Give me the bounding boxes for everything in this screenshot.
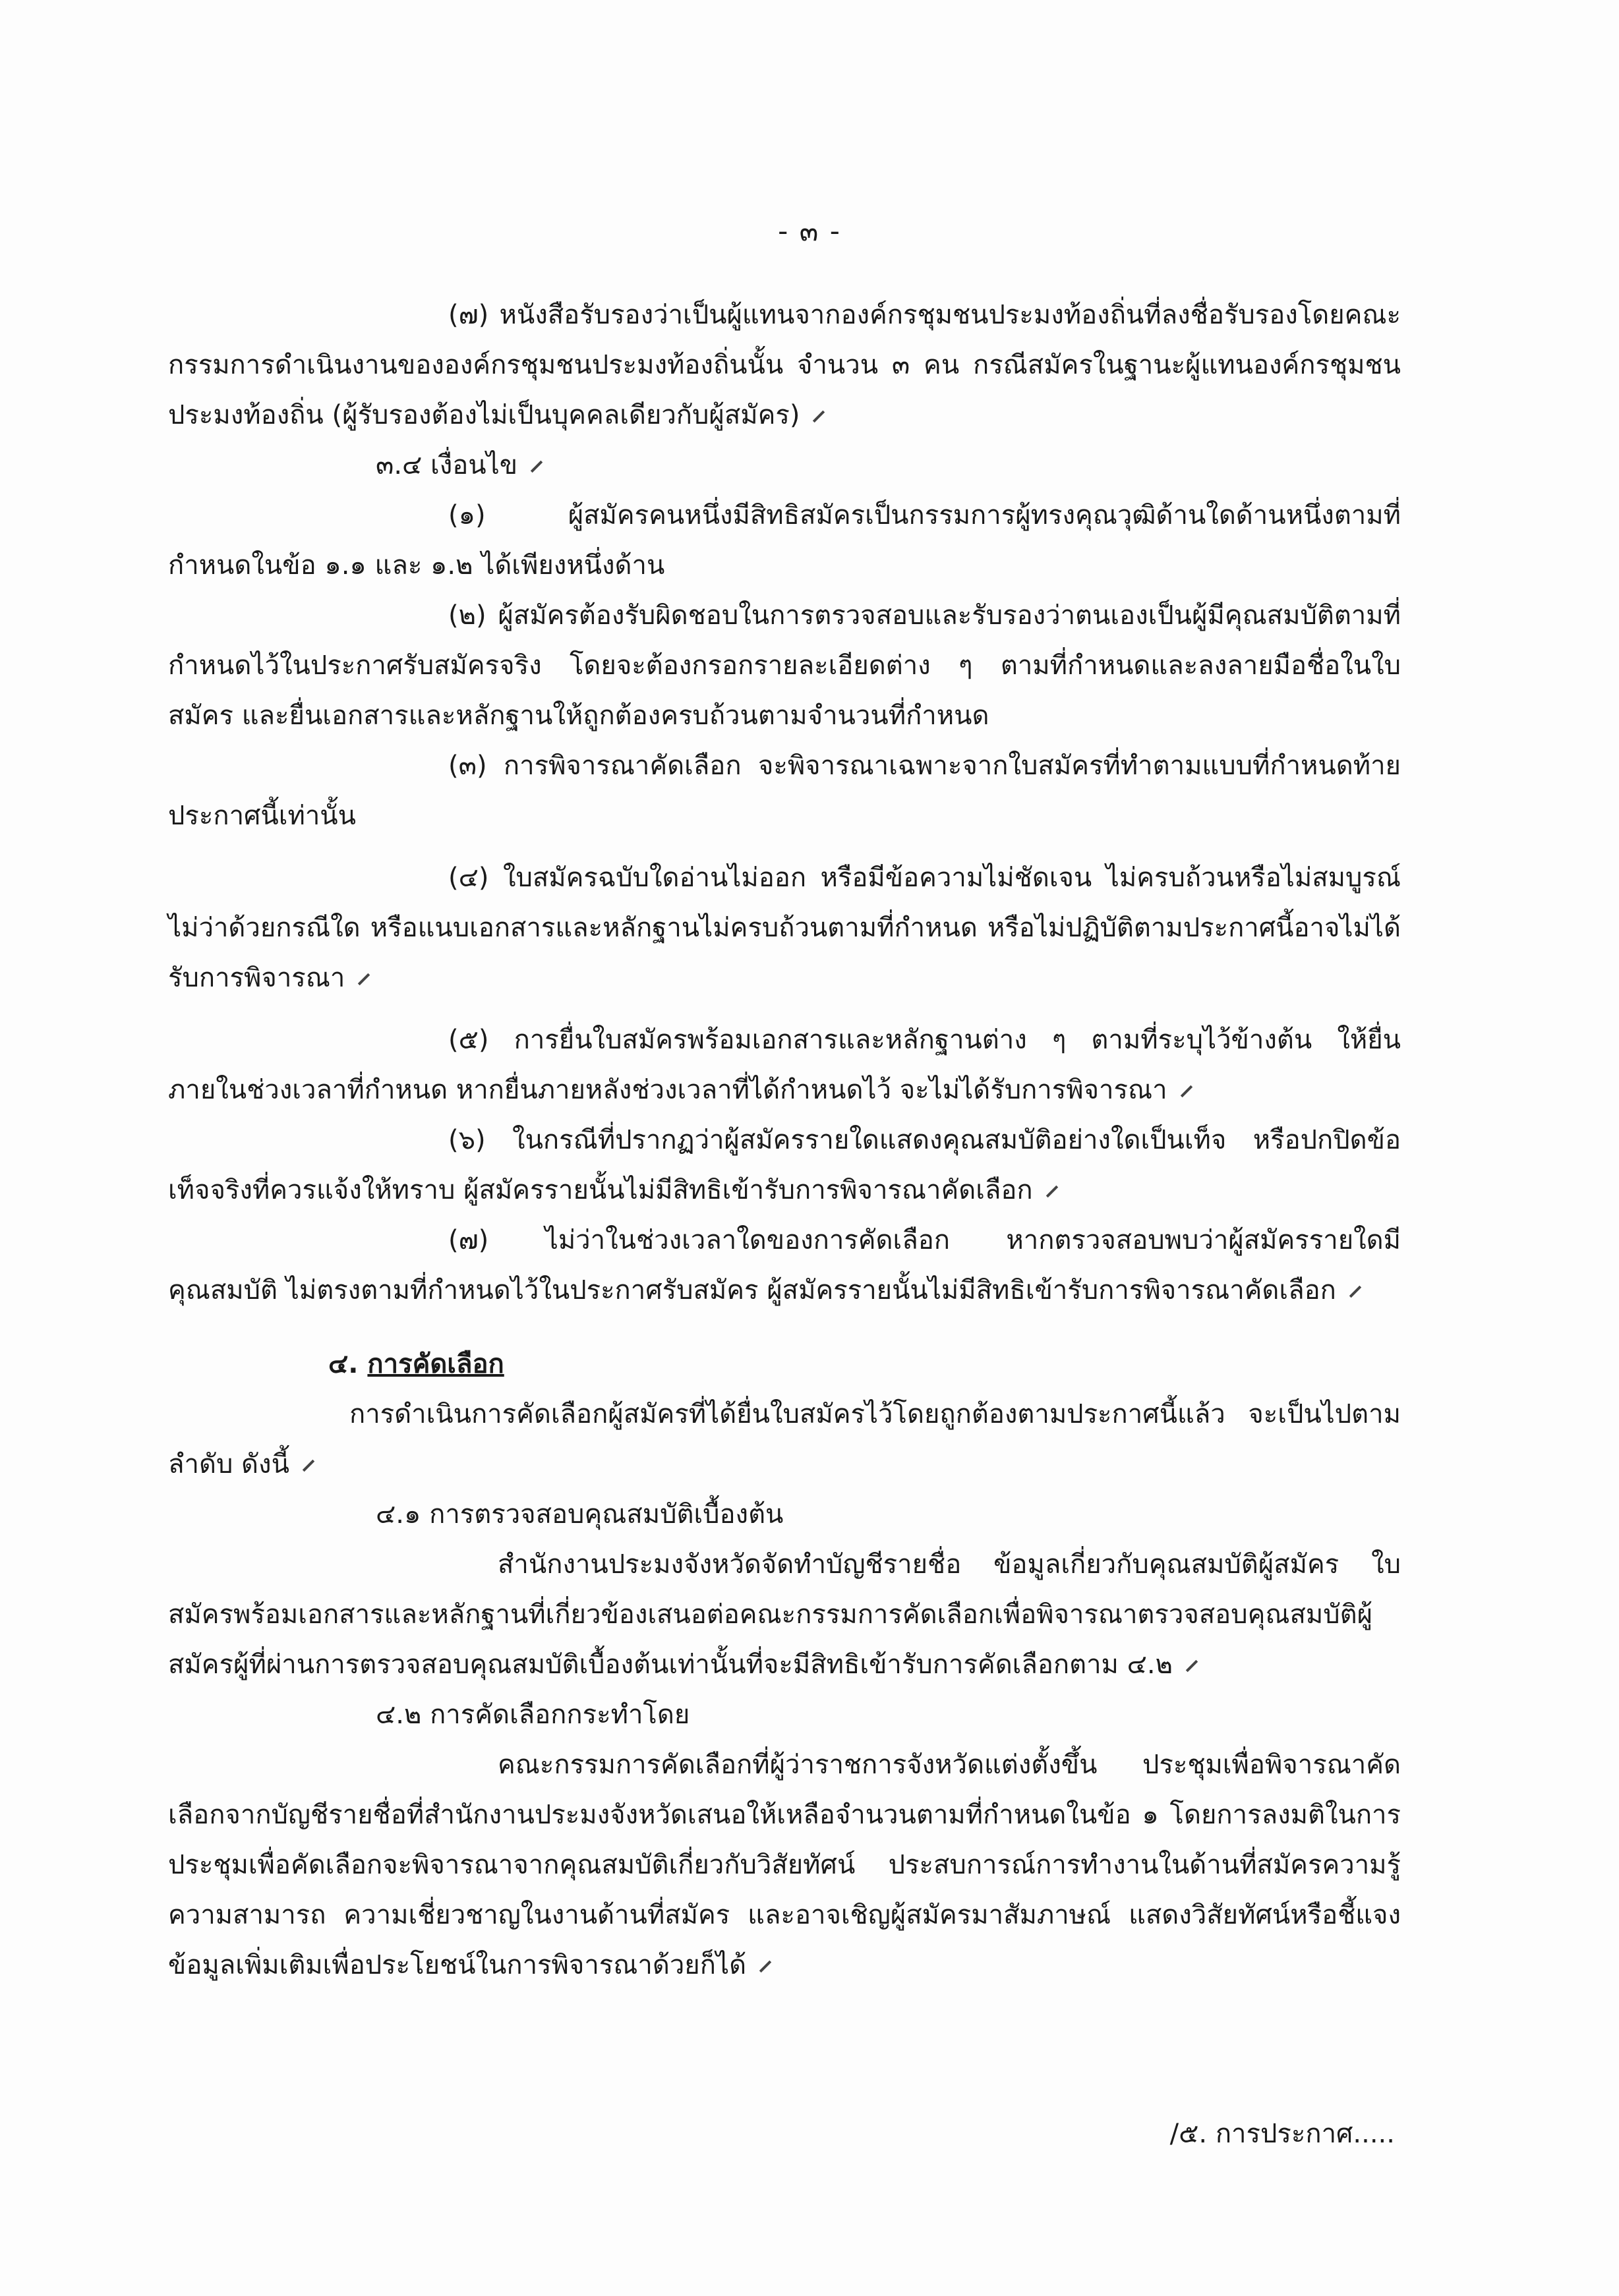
check-mark-icon: [1349, 1286, 1361, 1298]
document-body: [168, 290, 1401, 1990]
section-number: ๔.: [328, 1349, 359, 1379]
check-mark-icon: [1186, 1660, 1198, 1672]
check-mark-icon: [303, 1460, 314, 1472]
paragraph-text: คณะกรรมการคัดเลือกที่ผู้ว่าราชการจังหวัดแต่งตั้งขึ้น ประชุมเพื่อพิจารณาคัดเลือกจากบัญชีรายชื่อที่สำนักงานประมงจังหวัดเสนอให้เหลือจำนวนตามที่กำหนดในข้อ ๑ โดยการลงมติในการประชุมเพื่อคัดเลือกจะพิจารณาจากคุณสมบัติเกี่ยวกับวิสัยทัศน์ ประสบการณ์การทำงานในด้านที่สมัครความรู้ความสามารถ ความเชี่ยวชาญในงานด้านที่สมัคร และอาจเชิญผู้สมัครมาสัมภาษณ์ แสดงวิสัยทัศน์หรือชี้แจงข้อมูลเพิ่มเติมเพื่อประโยชน์ในการพิจารณาด้วยก็ได้: [168, 1750, 1401, 1980]
condition-4: [168, 853, 1401, 1003]
paragraph-text: สำนักงานประมงจังหวัดจัดทำบัญชีรายชื่อ ข้อมูลเกี่ยวกับคุณสมบัติผู้สมัคร ใบสมัครพร้อมเอกสารและหลักฐานที่เกี่ยวข้องเสนอต่อคณะกรรมการคัดเลือกเพื่อพิจารณาตรวจสอบคุณสมบัติผู้สมัครผู้ที่ผ่านการตรวจสอบคุณสมบัติเบื้องต้นเท่านั้นที่จะมีสิทธิเข้ารับการคัดเลือกตาม ๔.๒: [168, 1549, 1401, 1680]
check-mark-icon: [358, 973, 370, 985]
paragraph-text: (๗) ไม่ว่าในช่วงเวลาใดของการคัดเลือก หากตรวจสอบพบว่าผู้สมัครรายใดมีคุณสมบัติ ไม่ตรงตามที่กำหนดไว้ในประกาศรับสมัคร ผู้สมัครรายนั้นไม่มีสิทธิเข้ารับการพิจารณาคัดเลือก: [168, 1225, 1401, 1306]
paragraph-text: (๕) การยื่นใบสมัครพร้อมเอกสารและหลักฐานต่าง ๆ ตามที่ระบุไว้ข้างต้น ให้ยื่นภายในช่วงเวลาที่กำหนด หากยื่นภายหลังช่วงเวลาที่ได้กำหนดไว้ จะไม่ได้รับการพิจารณา: [168, 1025, 1401, 1105]
condition-6: [168, 1115, 1401, 1215]
condition-3: (๓) การพิจารณาคัดเลือก จะพิจารณาเฉพาะจากใบสมัครที่ทำตามแบบที่กำหนดท้ายประกาศนี้เท่านั้น: [168, 751, 1401, 831]
paragraph-3-3-7: [168, 290, 1401, 440]
condition-2: (๒) ผู้สมัครต้องรับผิดชอบในการตรวจสอบและรับรองว่าตนเองเป็นผู้มีคุณสมบัติตามที่กำหนดไว้ในประกาศรับสมัครจริง โดยจะต้องกรอกรายละเอียดต่าง ๆ ตามที่กำหนดและลงลายมือชื่อในใบสมัคร และยื่นเอกสารและหลักฐานให้ถูกต้องครบถ้วนตามจำนวนที่กำหนด: [168, 600, 1401, 731]
check-mark-icon: [1045, 1186, 1057, 1197]
check-mark-icon: [1180, 1085, 1192, 1097]
condition-5: [168, 1015, 1401, 1115]
paragraph-text: การดำเนินการคัดเลือกผู้สมัครที่ได้ยื่นใบสมัครไว้โดยถูกต้องตามประกาศนี้แล้ว จะเป็นไปตามลำดับ ดังนี้: [168, 1399, 1401, 1479]
subsection-4-1-body: [168, 1539, 1401, 1690]
check-mark-icon: [813, 411, 825, 422]
subsection-3-4-title: [376, 440, 1401, 490]
condition-1: (๑) ผู้สมัครคนหนึ่งมีสิทธิสมัครเป็นกรรมการผู้ทรงคุณวุฒิด้านใดด้านหนึ่งตามที่กำหนดในข้อ ๑.๑ และ ๑.๒ ได้เพียงหนึ่งด้าน: [168, 500, 1401, 581]
paragraph-text: (๗) หนังสือรับรองว่าเป็นผู้แทนจากองค์กรชุมชนประมงท้องถิ่นที่ลงชื่อรับรองโดยคณะกรรมการดำเนินงานขององค์กรชุมชนประมงท้องถิ่นนั้น จำนวน ๓ คน กรณีสมัครในฐานะผู้แทนองค์กรชุมชนประมงท้องถิ่น (ผู้รับรองต้องไม่เป็นบุคคลเดียวกับผู้สมัคร): [168, 300, 1401, 430]
section-4-intro: [168, 1389, 1401, 1489]
section-title: การคัดเลือก: [367, 1349, 504, 1379]
section-4-heading: [328, 1339, 1401, 1389]
subsection-4-2-title: ๔.๒ การคัดเลือกกระทำโดย: [376, 1700, 690, 1730]
subsection-title: ๓.๔ เงื่อนไข: [376, 450, 518, 480]
check-mark-icon: [531, 461, 543, 473]
page-number: - ๓ -: [778, 215, 841, 247]
paragraph-text: (๔) ใบสมัครฉบับใดอ่านไม่ออก หรือมีข้อความไม่ชัดเจน ไม่ครบถ้วนหรือไม่สมบูรณ์ไม่ว่าด้วยกรณีใด หรือแนบเอกสารและหลักฐานไม่ครบถ้วนตามที่กำหนด หรือไม่ปฏิบัติตามประกาศนี้อาจไม่ได้รับการพิจารณา: [168, 863, 1401, 993]
paragraph-text: (๖) ในกรณีที่ปรากฏว่าผู้สมัครรายใดแสดงคุณสมบัติอย่างใดเป็นเท็จ หรือปกปิดข้อเท็จจริงที่ควรแจ้งให้ทราบ ผู้สมัครรายนั้นไม่มีสิทธิเข้ารับการพิจารณาคัดเลือก: [168, 1125, 1401, 1205]
check-mark-icon: [759, 1961, 771, 1972]
continuation-footer: /๕. การประกาศ.....: [1169, 2119, 1395, 2149]
condition-7: [168, 1215, 1401, 1315]
subsection-4-2-body: [168, 1740, 1401, 1990]
subsection-4-1-title: ๔.๑ การตรวจสอบคุณสมบัติเบื้องต้น: [376, 1499, 784, 1530]
